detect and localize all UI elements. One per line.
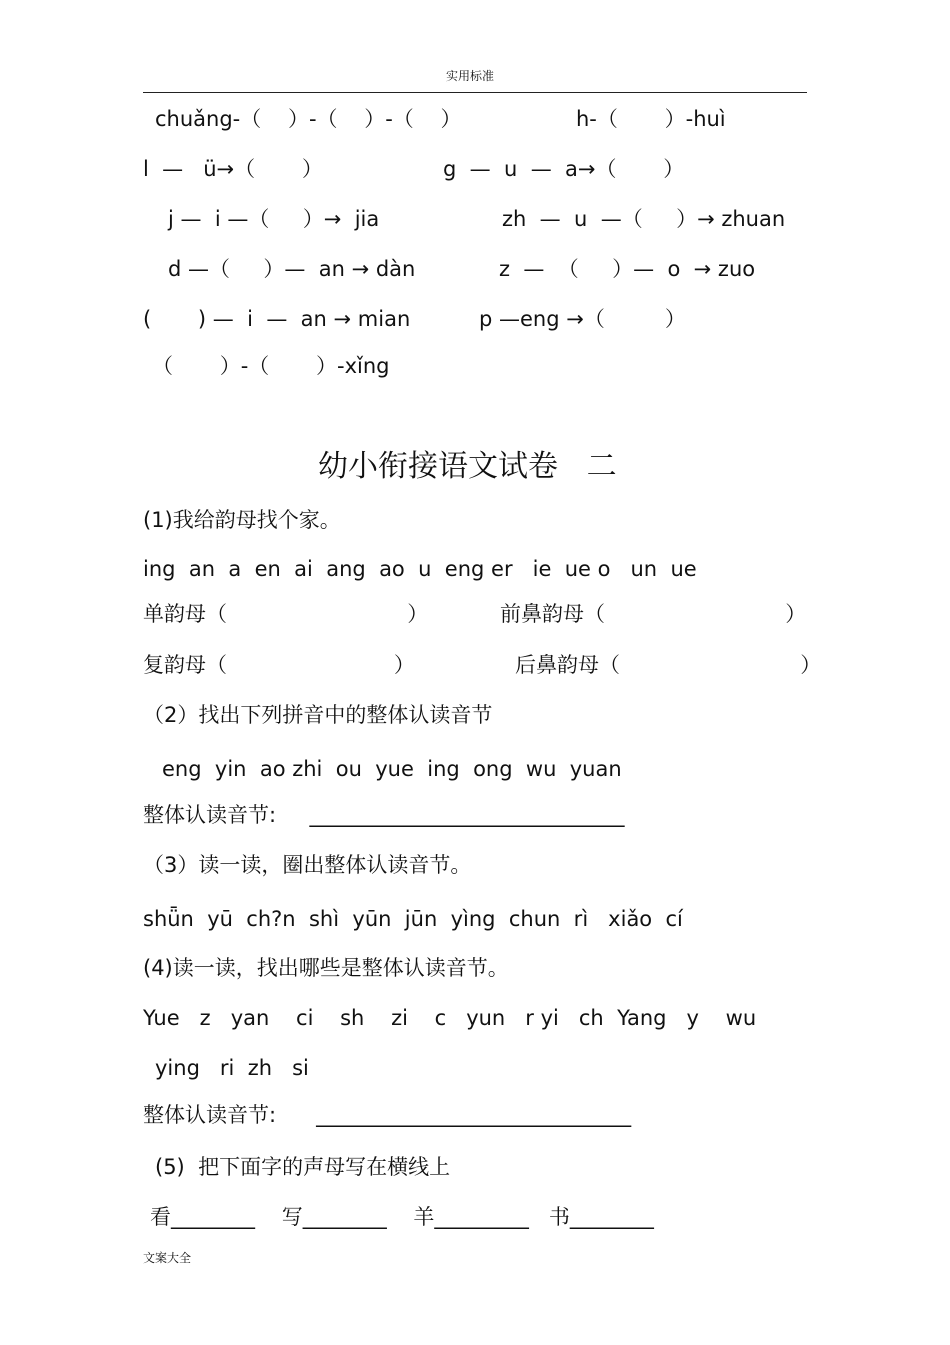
q1-compound-finals: 复韵母（ ） xyxy=(143,653,415,677)
q5-items: 看________ 写________ 羊_________ 书________ xyxy=(150,1205,654,1229)
exercise-row-4a: d —（ ）— an → dàn xyxy=(168,257,416,281)
exercise-row-5a: ( ) — i — an → mian xyxy=(143,307,411,331)
q4-answer-line: 整体认读音节: ______________________________ xyxy=(143,1103,632,1127)
page-title: 幼小衔接语文试卷 二 xyxy=(318,449,617,484)
exercise-row-5b: p —eng →（ ） xyxy=(479,307,686,331)
exercise-row-2a: l — ü→（ ） xyxy=(143,157,323,181)
q1-heading: (1)我给韵母找个家。 xyxy=(143,508,341,532)
page-footer: 文案大全 xyxy=(143,1251,192,1265)
q4-items-line-1: Yue z yan ci sh zi c yun r yi ch Yang y wu xyxy=(143,1006,757,1030)
exercise-row-4b: z — （ ）— o → zuo xyxy=(499,257,756,281)
exercise-row-3a: j — i —（ ）→ jia xyxy=(168,207,380,231)
q3-items: shǖn yū ch?n shì yūn jūn yìng chun rì xiǎo cí xyxy=(143,907,683,931)
q5-heading: (5) 把下面字的声母写在横线上 xyxy=(155,1155,451,1179)
q1-front-nasal-finals: 前鼻韵母（ ） xyxy=(500,602,807,626)
exercise-row-6a: （ ）-（ ）-xǐng xyxy=(152,354,390,378)
q4-items-line-2: ying ri zh si xyxy=(155,1056,309,1080)
q1-items: ing an a en ai ang ao u eng er ie ue o un ue xyxy=(143,557,697,581)
q2-items: eng yin ao zhi ou yue ing ong wu yuan xyxy=(162,757,622,781)
q1-back-nasal-finals: 后鼻韵母（ ） xyxy=(515,653,822,677)
exercise-row-1a: chuǎng-（ ）-（ ）-（ ） xyxy=(155,107,462,131)
exercise-row-2b: g — u — a→（ ） xyxy=(443,157,685,181)
q4-heading: (4)读一读，找出哪些是整体认读音节。 xyxy=(143,956,509,980)
header-rule xyxy=(143,92,807,93)
q2-heading: （2）找出下列拼音中的整体认读音节 xyxy=(143,703,493,727)
q1-single-finals: 单韵母（ ） xyxy=(143,602,429,626)
q3-heading: （3）读一读，圈出整体认读音节。 xyxy=(143,853,472,877)
q2-answer-line: 整体认读音节: ______________________________ xyxy=(143,803,625,827)
exercise-row-3b: zh — u —（ ）→ zhuan xyxy=(502,207,786,231)
page-header: 实用标准 xyxy=(446,69,495,83)
exercise-row-1b: h-（ ）-huì xyxy=(576,107,726,131)
